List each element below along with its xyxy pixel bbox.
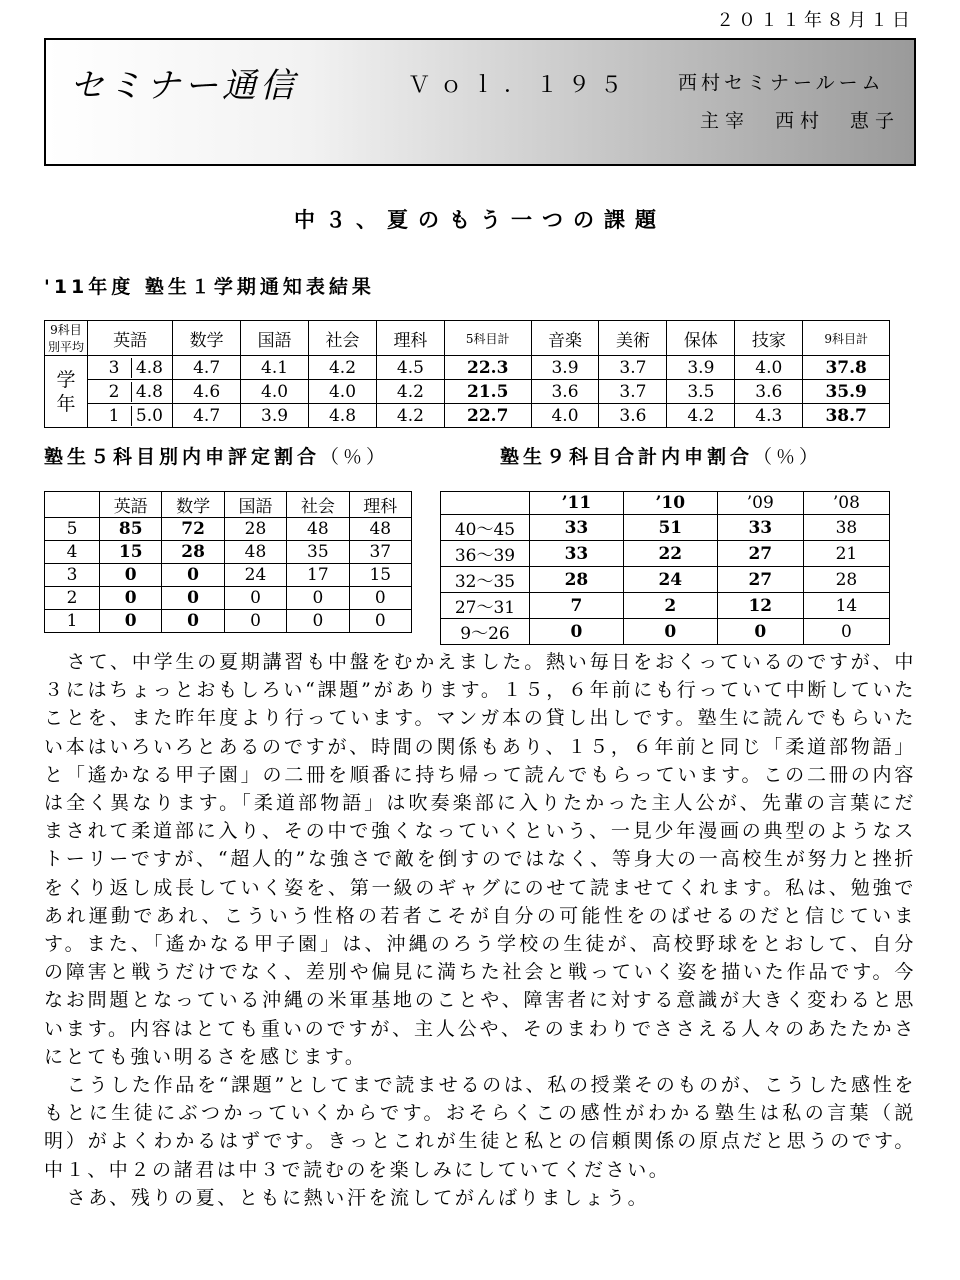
column-header: ’08 <box>803 492 889 515</box>
table-cell: 0 <box>803 619 889 645</box>
table-cell: 4.2 <box>309 356 377 380</box>
table-cell: 0 <box>162 564 224 587</box>
table-header-row <box>441 492 890 515</box>
caption-unit: （％） <box>320 446 390 468</box>
table-cell: 21.5 <box>444 380 531 404</box>
table-cell: 24 <box>623 567 717 593</box>
column-header: 社会 <box>309 321 377 356</box>
table-cell: 0 <box>287 587 349 610</box>
table-cell: 3.7 <box>599 380 667 404</box>
caption-text: 塾生５科目別内申評定割合 <box>44 446 321 468</box>
table-cell: 4.0 <box>735 356 803 380</box>
column-header: 9科目計 <box>803 321 890 356</box>
column-header: 技家 <box>735 321 803 356</box>
table-cell: 38.7 <box>803 404 890 428</box>
table-cell: 0 <box>162 610 224 633</box>
column-header: 理科 <box>349 492 411 518</box>
issue-date: ２０１１年８月１日 <box>716 10 914 31</box>
column-header: ’09 <box>717 492 803 515</box>
column-header: 5科目計 <box>444 321 531 356</box>
total-table-caption <box>500 442 822 469</box>
table-cell: 85 <box>100 518 162 541</box>
table-cell: 4.7 <box>173 404 241 428</box>
table-cell: 72 <box>162 518 224 541</box>
table-cell: 3.6 <box>735 380 803 404</box>
table-cell: 3.9 <box>241 404 309 428</box>
table-cell: 28 <box>530 567 624 593</box>
column-header: 理科 <box>376 321 444 356</box>
table-cell: 21 <box>803 541 889 567</box>
column-header: 保体 <box>667 321 735 356</box>
table-cell: 4.7 <box>173 356 241 380</box>
table-cell: 4.6 <box>173 380 241 404</box>
column-header: 美術 <box>599 321 667 356</box>
table-cell: 3.5 <box>667 380 735 404</box>
body-paragraph: さて、中学生の夏期講習も中盤をむかえました。熱い毎日をおくっているのですが、中３にはちょっとおもしろい“課題”があります。１５，６年前にも行っていて中断していたことを、また昨年度より行っています。マンガ本の貸し出しです。塾生に読んでもらいたい本はいろいろとあるのですが、時間の関係もあり、１５，６年前と同じ「柔道部物語」と「遙かなる甲子園」の二冊を順番に持ち帰って読んでもらっています。この二冊の内容は全く異なります。「柔道部物語」は吹奏楽部に入りたかった主人公が、先輩の言葉にだまされて柔道部に入り、その中で強くなっていくという、一見少年漫画の典型のようなストーリーですが、“超人的”な強さで敵を倒すのではなく、等身大の一高校生が努力と挫折をくり返し成長していく姿を、第一級のギャグにのせて読ませてくれます。私は、勉強であれ運動であれ、こういう性格の若者こそが自分の可能性をのばせるのだと信じています。また、「遙かなる甲子園」は、沖縄のろう学校の生徒が、高校野球をとおして、自分の障害と戦うだけでなく、差別や偏見に満ちた社会と戦っていく姿を描いた作品です。今なお問題となっている沖縄の米軍基地のことや、障害者に対する意識が大きく変わると思います。内容はとても重いのですが、主人公や、そのまわりでささえる人々のあたたかさにとても強い明るさを感じます。 <box>44 651 916 1068</box>
grade-cell <box>88 404 173 428</box>
table-cell: 0 <box>224 587 286 610</box>
table-cell: 33 <box>530 515 624 541</box>
table-cell: 3.6 <box>531 380 599 404</box>
section-subheading: '11年度 塾生１学期通知表結果 <box>44 276 375 298</box>
table-cell: 51 <box>623 515 717 541</box>
column-header: 音楽 <box>531 321 599 356</box>
table-cell: 22.7 <box>444 404 531 428</box>
grade-cell <box>88 380 173 404</box>
table-cell: 4.2 <box>376 380 444 404</box>
column-header: 数学 <box>173 321 241 356</box>
table-cell: 4.0 <box>309 380 377 404</box>
rating-table-caption <box>44 442 389 469</box>
column-header: 国語 <box>224 492 286 518</box>
table-cell: 0 <box>349 587 411 610</box>
table-cell: 2 <box>623 593 717 619</box>
table-cell: 0 <box>349 610 411 633</box>
article-headline: 中３、夏のもう一つの課題 <box>294 208 666 232</box>
table-cell: 33 <box>717 515 803 541</box>
table-cell: 22 <box>623 541 717 567</box>
table-cell: 0 <box>717 619 803 645</box>
row-label: 36～39 <box>441 541 530 567</box>
table-cell: 48 <box>349 518 411 541</box>
table-cell: 0 <box>100 587 162 610</box>
table-cell: 24 <box>224 564 286 587</box>
table-cell: 4.2 <box>376 404 444 428</box>
table-cell: 48 <box>287 518 349 541</box>
table-cell: 3.9 <box>531 356 599 380</box>
table-cell: 0 <box>287 610 349 633</box>
table-cell: 4.8 <box>135 381 163 402</box>
table-corner <box>45 492 100 518</box>
table-cell: 4.0 <box>531 404 599 428</box>
caption-unit: （％） <box>753 446 823 468</box>
row-label: 4 <box>45 541 100 564</box>
table-cell: 27 <box>717 567 803 593</box>
caption-text: 塾生９科目合計内申割合 <box>500 446 754 468</box>
table-row <box>45 610 412 633</box>
table-row <box>45 518 412 541</box>
table-cell: 0 <box>623 619 717 645</box>
table-cell: 4.8 <box>309 404 377 428</box>
column-header: 英語 <box>100 492 162 518</box>
table-cell: 4.5 <box>376 356 444 380</box>
volume-number: Ｖｏｌ．１９５ <box>408 73 633 98</box>
table-cell: 4.3 <box>735 404 803 428</box>
table-cell: 28 <box>224 518 286 541</box>
table-cell: 0 <box>100 610 162 633</box>
table-cell: 22.3 <box>444 356 531 380</box>
table-row <box>45 587 412 610</box>
total-distribution-table <box>440 491 890 645</box>
grade-side-label: 学年 <box>45 356 88 428</box>
row-label: 5 <box>45 518 100 541</box>
table-cell: 5.0 <box>135 405 163 426</box>
table-cell: 4.8 <box>135 357 163 378</box>
grade-cell <box>88 356 173 380</box>
row-label: 9～26 <box>441 619 530 645</box>
row-label: 40～45 <box>441 515 530 541</box>
column-header: 英語 <box>88 321 173 356</box>
table-corner <box>441 492 530 515</box>
table-row <box>441 541 890 567</box>
column-header: 数学 <box>162 492 224 518</box>
table-cell: 27 <box>717 541 803 567</box>
table-cell: 37.8 <box>803 356 890 380</box>
table-cell: 35.9 <box>803 380 890 404</box>
table-cell: 12 <box>717 593 803 619</box>
body-paragraph: さあ、残りの夏、ともに熱い汗を流してがんばりましょう。 <box>66 1186 650 1209</box>
organization-name: 西村セミナールーム <box>678 72 885 94</box>
row-label: 1 <box>45 610 100 633</box>
table-cell: 3.7 <box>599 356 667 380</box>
table-cell: 28 <box>162 541 224 564</box>
table-cell: 0 <box>530 619 624 645</box>
table-row <box>441 515 890 541</box>
row-label: 3 <box>45 564 100 587</box>
column-header: ’11 <box>530 492 624 515</box>
masthead <box>44 38 916 166</box>
table-header-row <box>45 492 412 518</box>
table-row <box>441 593 890 619</box>
owner-name: 主宰 西村 恵子 <box>700 110 901 132</box>
table-cell: 15 <box>349 564 411 587</box>
table-row <box>45 404 890 428</box>
table-cell: 14 <box>803 593 889 619</box>
column-header: ’10 <box>623 492 717 515</box>
table-cell: 17 <box>287 564 349 587</box>
table-cell: 37 <box>349 541 411 564</box>
table-row <box>45 541 412 564</box>
table-row <box>45 380 890 404</box>
table-row <box>45 564 412 587</box>
table-header-row <box>45 321 890 356</box>
table-cell: 0 <box>162 587 224 610</box>
table-row <box>441 567 890 593</box>
table-cell: 4.0 <box>241 380 309 404</box>
table-cell: 0 <box>224 610 286 633</box>
column-header: 社会 <box>287 492 349 518</box>
table-cell: 0 <box>100 564 162 587</box>
grade-number: 3 <box>97 358 132 378</box>
body-paragraph: こうした作品を“課題”としてまで読ませるのは、私の授業そのものが、こうした感性をもとに生徒にぶつかっていくからです。おそらくこの感性がわかる塾生は私の言葉（説明）がよくわかるはずです。きっとこれが生徒と私との信頼関係の原点だと思うのです。中１、中２の諸君は中３で読むのを楽しみにしていてください。 <box>44 1074 916 1181</box>
table-cell: 48 <box>224 541 286 564</box>
article-body <box>44 648 916 1212</box>
table-cell: 33 <box>530 541 624 567</box>
table-cell: 3.9 <box>667 356 735 380</box>
table-cell: 28 <box>803 567 889 593</box>
table-cell: 7 <box>530 593 624 619</box>
row-label: 2 <box>45 587 100 610</box>
table-corner-label: 9科目別平均 <box>45 321 88 356</box>
row-label: 27～31 <box>441 593 530 619</box>
grade-number: 1 <box>97 406 132 426</box>
table-row <box>441 619 890 645</box>
table-cell: 4.1 <box>241 356 309 380</box>
rating-distribution-table <box>44 491 412 633</box>
table-cell: 3.6 <box>599 404 667 428</box>
newsletter-title: セミナー通信 <box>70 66 298 106</box>
table-cell: 35 <box>287 541 349 564</box>
grade-average-table <box>44 320 890 428</box>
column-header: 国語 <box>241 321 309 356</box>
row-label: 32～35 <box>441 567 530 593</box>
table-cell: 38 <box>803 515 889 541</box>
grade-number: 2 <box>97 382 132 402</box>
table-row <box>45 356 890 380</box>
table-cell: 15 <box>100 541 162 564</box>
table-cell: 4.2 <box>667 404 735 428</box>
